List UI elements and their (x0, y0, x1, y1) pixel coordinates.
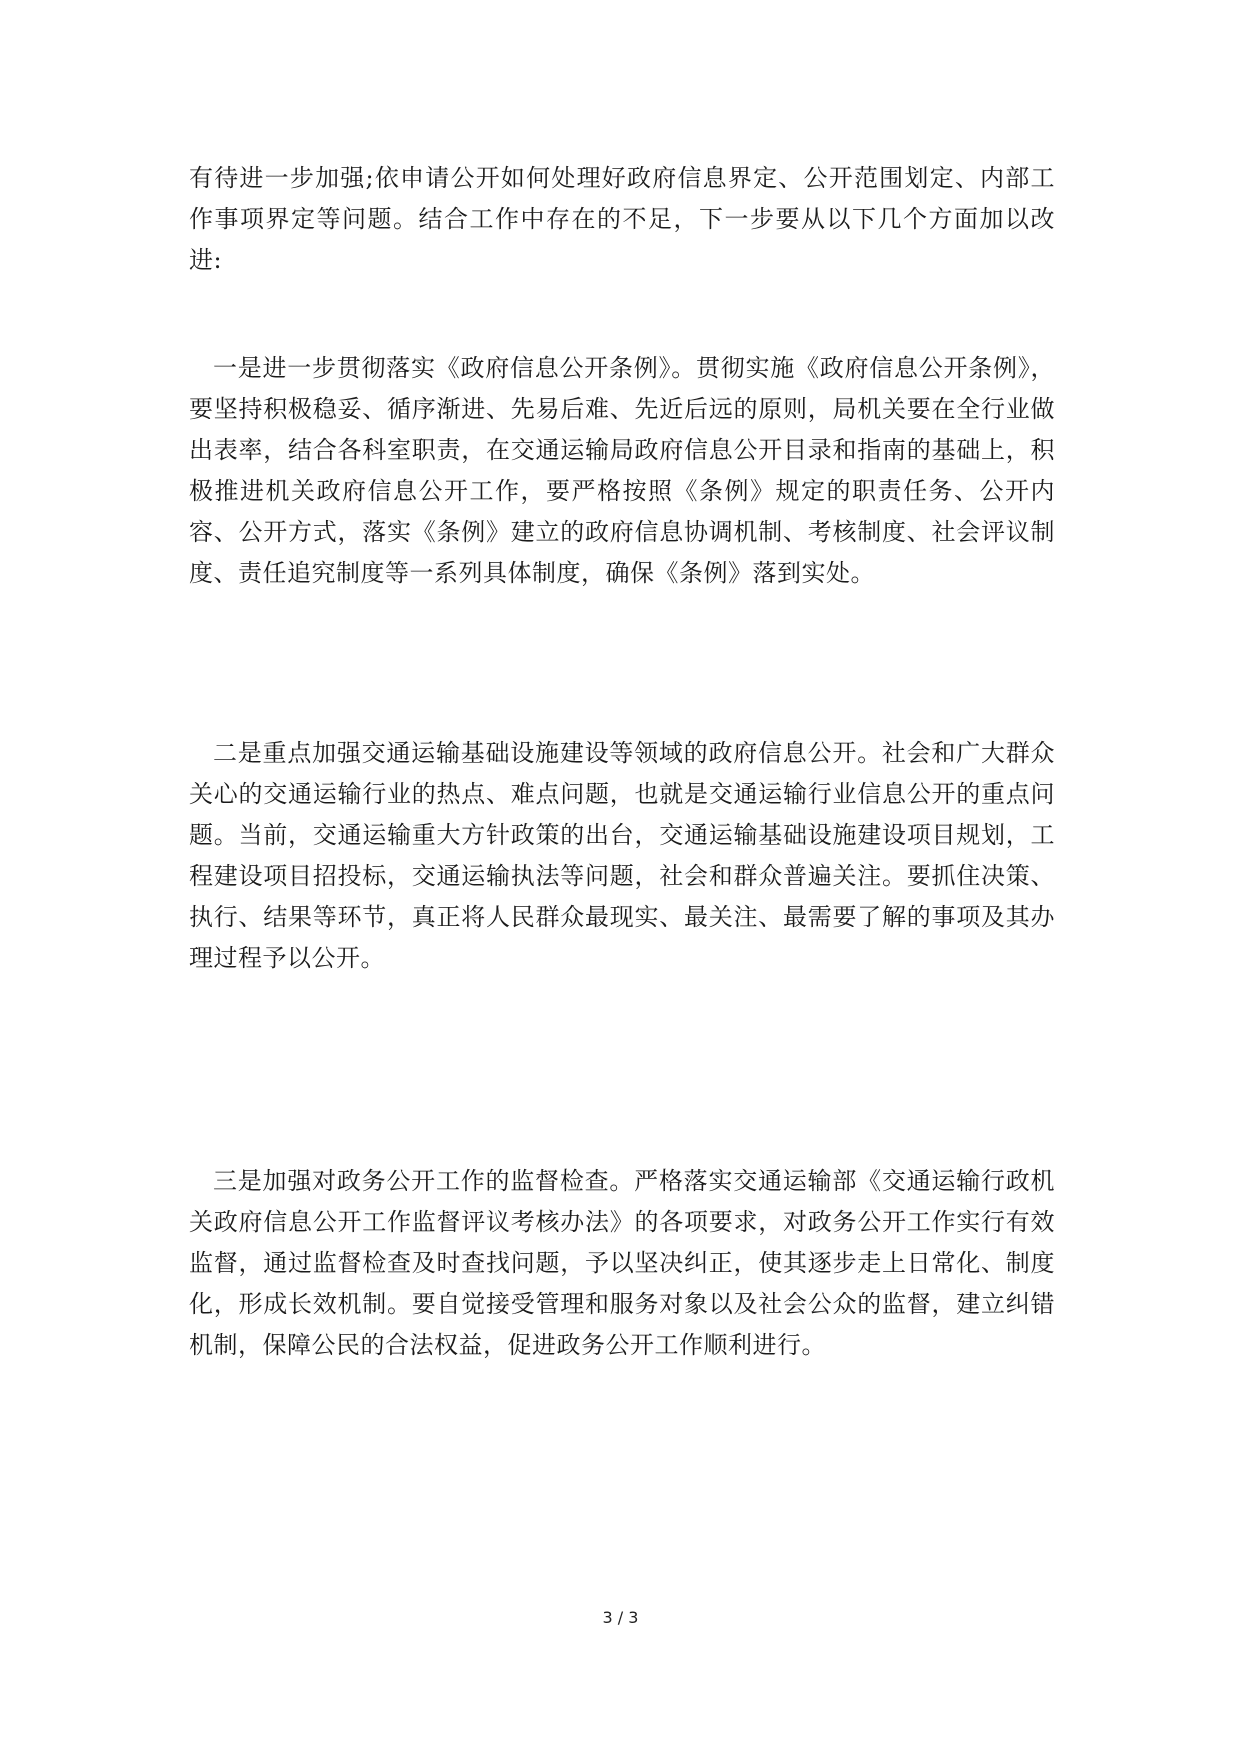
page-number: 3 / 3 (602, 1608, 639, 1627)
paragraph-point-three: 三是加强对政务公开工作的监督检查。严格落实交通运输部《交通运输行政机关政府信息公开工作监督评议考核办法》的各项要求，对政务公开工作实行有效监督，通过监督检查及时查找问题，予以坚决纠正，使其逐步走上日常化、制度化，形成长效机制。要自觉接受管理和服务对象以及社会公众的监督，建立纠错机制，保障公民的合法权益，促进政务公开工作顺利进行。 (189, 1167, 1055, 1359)
paragraph-point-two: 二是重点加强交通运输基础设施建设等领域的政府信息公开。社会和广大群众关心的交通运输行业的热点、难点问题，也就是交通运输行业信息公开的重点问题。当前，交通运输重大方针政策的出台，交通运输基础设施建设项目规划，工程建设项目招投标，交通运输执法等问题，社会和群众普遍关注。要抓住决策、执行、结果等环节，真正将人民群众最现实、最关注、最需要了解的事项及其办理过程予以公开。 (189, 739, 1055, 972)
paragraph-point-one: 一是进一步贯彻落实《政府信息公开条例》。贯彻实施《政府信息公开条例》，要坚持积极稳妥、循序渐进、先易后难、先近后远的原则，局机关要在全行业做出表率，结合各科室职责，在交通运输局政府信息公开目录和指南的基础上，积极推进机关政府信息公开工作，要严格按照《条例》规定的职责任务、公开内容、公开方式，落实《条例》建立的政府信息协调机制、考核制度、社会评议制度、责任追究制度等一系列具体制度，确保《条例》落到实处。 (189, 354, 1055, 587)
paragraph-continuation: 有待进一步加强;依申请公开如何处理好政府信息界定、公开范围划定、内部工作事项界定等问题。结合工作中存在的不足，下一步要从以下几个方面加以改进: (189, 164, 1055, 274)
